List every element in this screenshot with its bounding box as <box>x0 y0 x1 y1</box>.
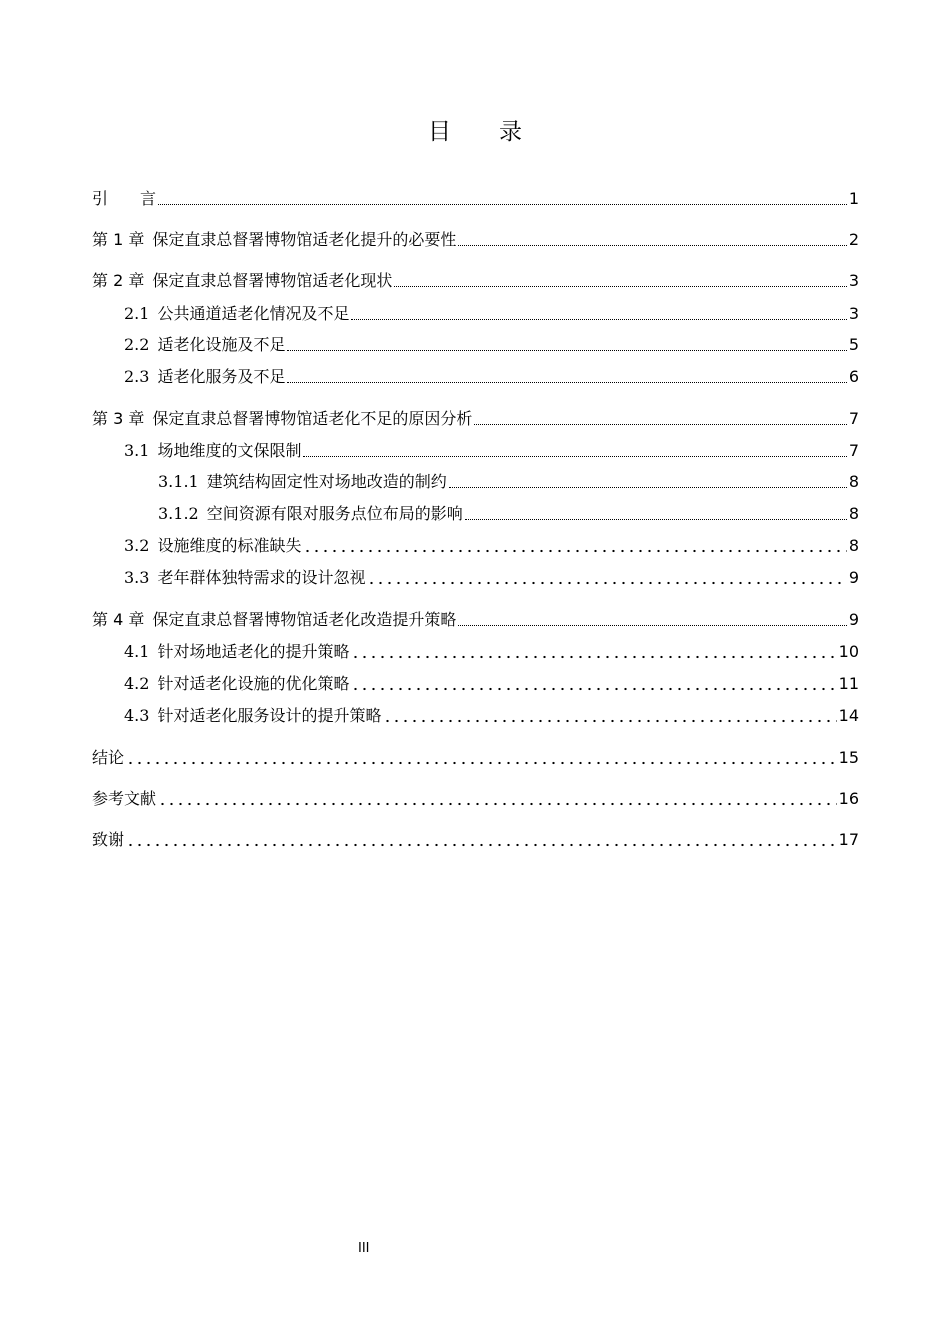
toc-dot-leader <box>287 350 846 351</box>
toc-entry-page: 16 <box>838 789 859 808</box>
toc-dot-leader <box>287 382 846 383</box>
toc-entry[interactable] <box>92 633 859 663</box>
page-number: III <box>358 1241 370 1256</box>
toc-entry-page: 14 <box>838 706 859 725</box>
toc-entry-title: 设施维度的标准缺失 <box>157 536 302 555</box>
toc-entry-number: 4.1 <box>124 642 150 661</box>
toc-dot-leader <box>126 761 837 765</box>
toc-dot-leader <box>449 487 847 488</box>
toc-entry-page: 3 <box>848 271 859 290</box>
toc-entry-number: 第 2 章 <box>92 271 145 290</box>
toc-entry-page: 8 <box>848 472 859 491</box>
toc-entry-page: 6 <box>848 367 859 386</box>
toc-entry-page: 17 <box>838 830 859 849</box>
toc-entry[interactable] <box>92 780 859 810</box>
toc-entry-number: 第 1 章 <box>92 230 145 249</box>
toc-dot-leader <box>383 719 836 723</box>
toc-entry-page: 2 <box>848 230 859 249</box>
toc-entry-title: 针对场地适老化的提升策略 <box>157 642 350 661</box>
toc-entry-title: 老年群体独特需求的设计忽视 <box>157 568 366 587</box>
toc-entry-title: 场地维度的文保限制 <box>157 441 302 460</box>
toc-entry-number: 3.2 <box>124 536 150 555</box>
toc-entry-page: 1 <box>848 189 859 208</box>
toc-entry[interactable] <box>92 821 859 851</box>
toc-entry-number: 4.2 <box>124 674 150 693</box>
toc-dot-leader <box>458 625 846 626</box>
toc-entry[interactable] <box>92 739 859 769</box>
toc-entry[interactable] <box>92 495 859 525</box>
toc-entry-title: 结论 <box>92 748 125 767</box>
toc-entry-page: 3 <box>848 304 859 323</box>
toc-dot-leader <box>303 456 846 457</box>
toc-entry-page: 11 <box>838 674 859 693</box>
toc-entry-page: 7 <box>848 409 859 428</box>
toc-entry-number: 3.1.1 <box>158 472 199 491</box>
toc-entry-page: 9 <box>848 568 859 587</box>
toc-entry-number: 第 4 章 <box>92 610 145 629</box>
toc-entry-number: 4.3 <box>124 706 150 725</box>
toc-entry-title: 保定直隶总督署博物馆适老化不足的原因分析 <box>152 409 473 428</box>
toc-entry-title: 致谢 <box>92 830 125 849</box>
toc-entry-page: 15 <box>838 748 859 767</box>
toc-entry-number: 2.1 <box>124 304 150 323</box>
toc-entry[interactable] <box>92 432 859 462</box>
toc-entry-title: 针对适老化设施的优化策略 <box>157 674 350 693</box>
toc-entry-page: 8 <box>848 536 859 555</box>
toc-entry-title: 引 言 <box>92 189 157 208</box>
toc-dot-leader <box>126 843 837 847</box>
toc-entry[interactable] <box>92 665 859 695</box>
toc-entry-number: 3.1 <box>124 441 150 460</box>
toc-entry[interactable] <box>92 180 859 210</box>
toc-entry-title: 保定直隶总督署博物馆适老化提升的必要性 <box>152 230 457 249</box>
toc-dot-leader <box>351 655 836 659</box>
toc-entry-number: 第 3 章 <box>92 409 145 428</box>
toc-entry-number: 3.3 <box>124 568 150 587</box>
toc-entry-title: 建筑结构固定性对场地改造的制约 <box>206 472 447 491</box>
toc-entry-title: 公共通道适老化情况及不足 <box>157 304 350 323</box>
toc-entry-title: 保定直隶总督署博物馆适老化现状 <box>152 271 393 290</box>
toc-entry-number: 2.2 <box>124 335 150 354</box>
toc-entry[interactable] <box>92 559 859 589</box>
toc-entry[interactable] <box>92 262 859 292</box>
toc-dot-leader <box>367 581 846 585</box>
toc-entry-title: 空间资源有限对服务点位布局的影响 <box>206 504 463 523</box>
toc-entry-page: 7 <box>848 441 859 460</box>
toc-dot-leader <box>474 424 846 425</box>
toc-entry-title: 适老化服务及不足 <box>157 367 286 386</box>
toc-entry-number: 2.3 <box>124 367 150 386</box>
toc-entry-page: 9 <box>848 610 859 629</box>
toc-entry[interactable] <box>92 697 859 727</box>
toc-entry[interactable] <box>92 527 859 557</box>
toc-entry-title: 针对适老化服务设计的提升策略 <box>157 706 382 725</box>
toc-entry-number: 3.1.2 <box>158 504 199 523</box>
toc-entry[interactable] <box>92 358 859 388</box>
toc-dot-leader <box>351 319 846 320</box>
toc-dot-leader <box>303 549 846 553</box>
toc-dot-leader <box>158 204 847 205</box>
toc-dot-leader <box>465 519 847 520</box>
toc-dot-leader <box>351 687 836 691</box>
toc-dot-leader <box>458 245 846 246</box>
toc-title: 目录 <box>428 119 570 145</box>
toc-entry[interactable] <box>92 463 859 493</box>
toc-dot-leader <box>394 286 846 287</box>
toc-entry[interactable] <box>92 295 859 325</box>
toc-entry-title: 适老化设施及不足 <box>157 335 286 354</box>
toc-entry-page: 5 <box>848 335 859 354</box>
toc-entry-title: 参考文献 <box>92 789 157 808</box>
toc-entry[interactable] <box>92 221 859 251</box>
toc-entry[interactable] <box>92 601 859 631</box>
toc-entry[interactable] <box>92 326 859 356</box>
toc-entry-title: 保定直隶总督署博物馆适老化改造提升策略 <box>152 610 457 629</box>
toc-entry-page: 8 <box>848 504 859 523</box>
toc-entry-page: 10 <box>838 642 859 661</box>
toc-dot-leader <box>158 802 837 806</box>
toc-entry[interactable] <box>92 400 859 430</box>
